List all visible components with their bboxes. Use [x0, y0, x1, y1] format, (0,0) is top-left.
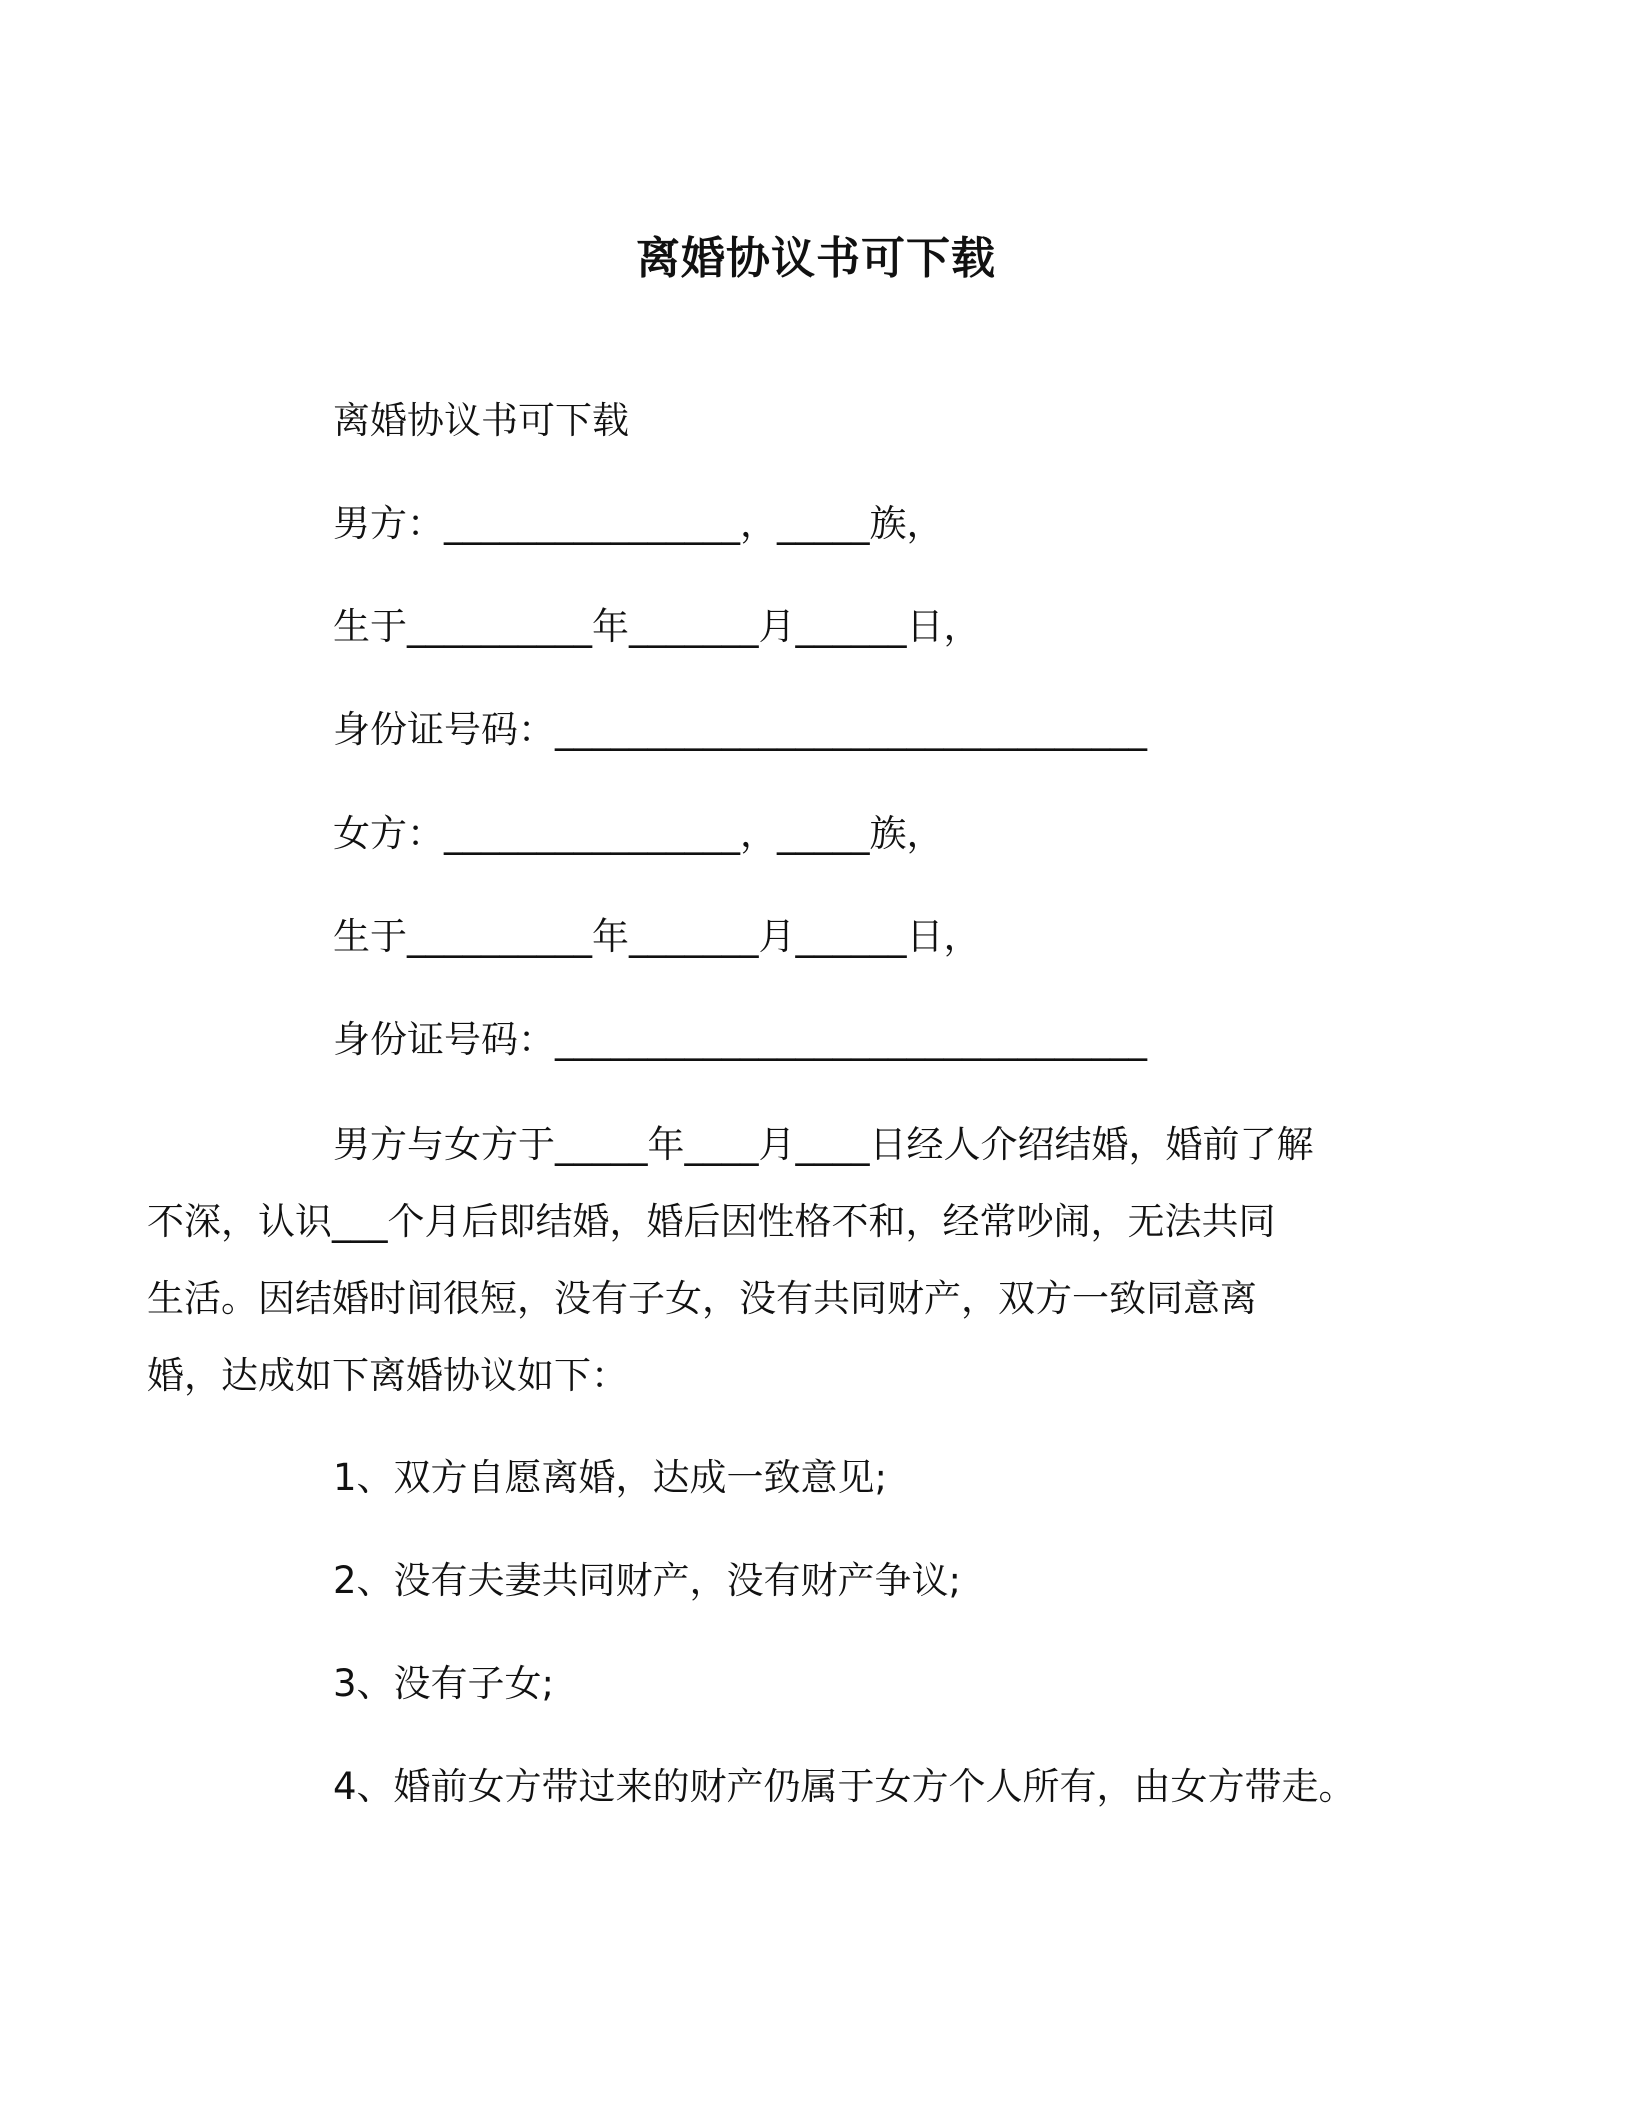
husband-name-line: 男方：________________，_____族， — [333, 502, 944, 545]
body-paragraph-line: 婚，达成如下离婚协议如下： — [147, 1354, 628, 1397]
wife-name-line: 女方：________________，_____族， — [333, 812, 944, 855]
wife-id-line: 身份证号码：________________________________ — [333, 1018, 1147, 1061]
document-subtitle: 离婚协议书可下载 — [333, 399, 629, 442]
body-paragraph-line: 男方与女方于_____年____月____日经人介绍结婚，婚前了解 — [333, 1123, 1314, 1166]
husband-id-line: 身份证号码：________________________________ — [333, 708, 1147, 751]
body-paragraph-line: 不深，认识___个月后即结婚，婚后因性格不和，经常吵闹，无法共同 — [147, 1200, 1276, 1243]
wife-birth-line: 生于__________年_______月______日， — [333, 915, 981, 958]
husband-birth-line: 生于__________年_______月______日， — [333, 605, 981, 648]
body-paragraph — [147, 1106, 1400, 1414]
agreement-item-2: 2、没有夫妻共同财产，没有财产争议; — [333, 1559, 962, 1602]
document-title: 离婚协议书可下载 — [636, 233, 996, 284]
agreement-item-3: 3、没有子女; — [333, 1662, 555, 1705]
body-paragraph-line: 生活。因结婚时间很短，没有子女，没有共同财产，双方一致同意离 — [147, 1277, 1257, 1320]
agreement-item-1: 1、双方自愿离婚，达成一致意见; — [333, 1456, 888, 1499]
agreement-item-4: 4、婚前女方带过来的财产仍属于女方个人所有，由女方带走。 — [333, 1765, 1356, 1808]
